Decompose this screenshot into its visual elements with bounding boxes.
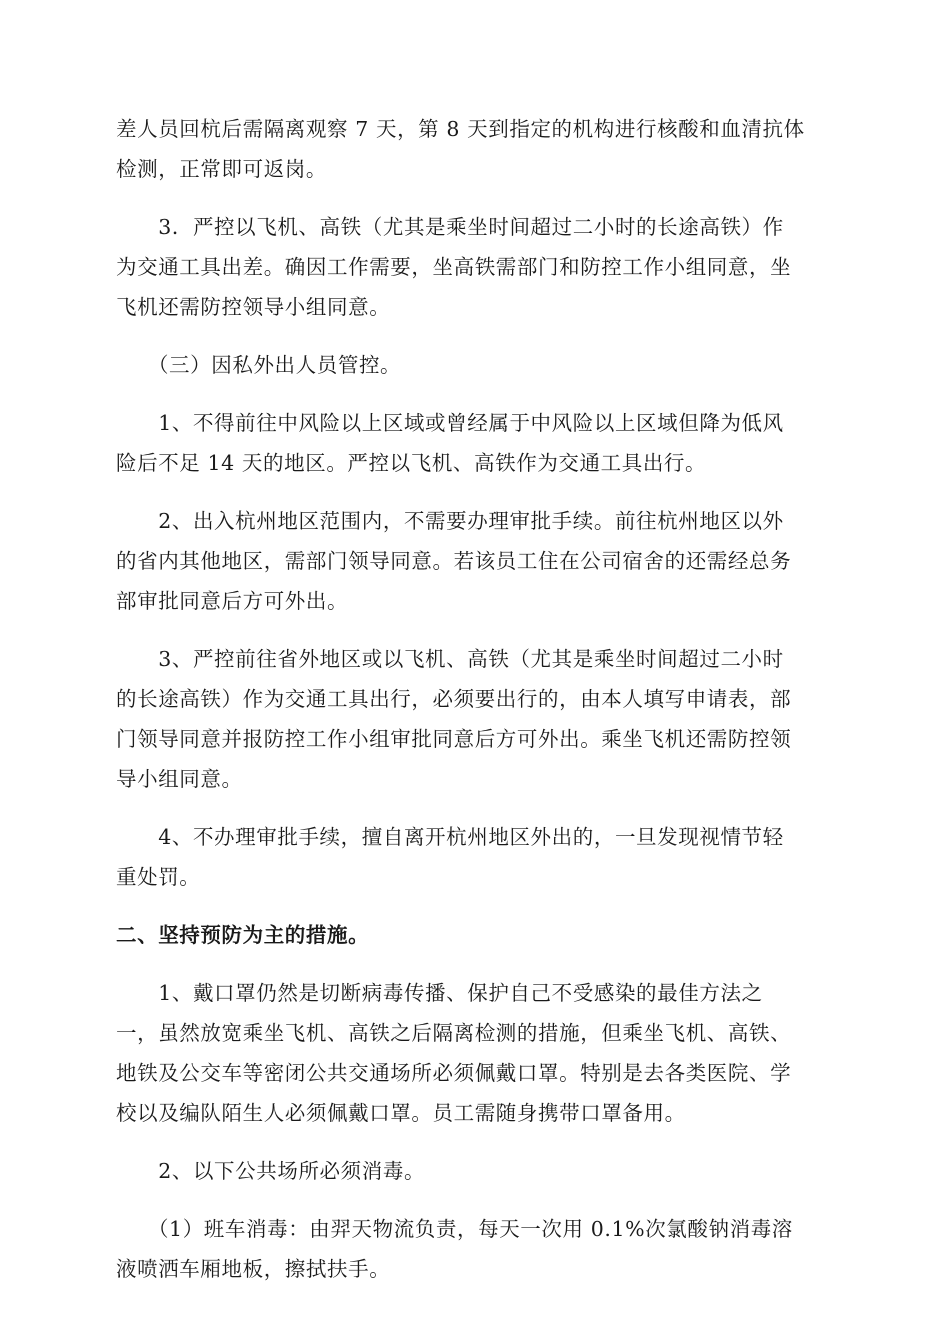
paragraph-private-item-2 [116, 501, 836, 621]
text-line: 差人员回杭后需隔离观察 7 天，第 8 天到指定的机构进行核酸和血清抗体 [116, 117, 805, 141]
text-line: 3、严控前往省外地区或以飞机、高铁（尤其是乘坐时间超过二小时 [116, 647, 784, 671]
text-line: 液喷洒车厢地板，擦拭扶手。 [116, 1257, 391, 1281]
text-line: 为交通工具出差。确因工作需要，坐高铁需部门和防控工作小组同意，坐 [116, 255, 792, 279]
paragraph-prevention-item-1 [116, 973, 836, 1133]
document-page [116, 109, 836, 1289]
text-line: 3．严控以飞机、高铁（尤其是乘坐时间超过二小时的长途高铁）作 [116, 215, 784, 239]
paragraph-bus-disinfection [116, 1209, 836, 1289]
text-line: 一，虽然放宽乘坐飞机、高铁之后隔离检测的措施，但乘坐飞机、高铁、 [116, 1021, 792, 1045]
text-line: 的省内其他地区，需部门领导同意。若该员工住在公司宿舍的还需经总务 [116, 549, 792, 573]
text-line: 险后不足 14 天的地区。严控以飞机、高铁作为交通工具出行。 [116, 451, 707, 475]
text-line: （三）因私外出人员管控。 [116, 353, 402, 377]
paragraph-return-quarantine [116, 109, 836, 189]
text-line: 检测，正常即可返岗。 [116, 157, 327, 181]
text-line: 重处罚。 [116, 865, 201, 889]
text-line: 门领导同意并报防控工作小组审批同意后方可外出。乘坐飞机还需防控领 [116, 727, 792, 751]
text-line: 地铁及公交车等密闭公共交通场所必须佩戴口罩。特别是去各类医院、学 [116, 1061, 792, 1085]
text-line: 导小组同意。 [116, 767, 243, 791]
text-line: （1）班车消毒：由羿天物流负责，每天一次用 0.1%次氯酸钠消毒溶 [116, 1217, 793, 1241]
text-line: 部审批同意后方可外出。 [116, 589, 349, 613]
section-heading-private-travel [116, 345, 836, 385]
text-line: 1、戴口罩仍然是切断病毒传播、保护自己不受感染的最佳方法之 [116, 981, 763, 1005]
text-line: 2、以下公共场所必须消毒。 [116, 1159, 426, 1183]
paragraph-private-item-4 [116, 817, 836, 897]
paragraph-business-travel-control [116, 207, 836, 327]
text-line: 4、不办理审批手续，擅自离开杭州地区外出的，一旦发现视情节轻 [116, 825, 784, 849]
text-line: 校以及编队陌生人必须佩戴口罩。员工需随身携带口罩备用。 [116, 1101, 686, 1125]
paragraph-private-item-3 [116, 639, 836, 799]
text-line: 1、不得前往中风险以上区域或曾经属于中风险以上区域但降为低风 [116, 411, 784, 435]
paragraph-private-item-1 [116, 403, 836, 483]
text-line: 2、出入杭州地区范围内，不需要办理审批手续。前往杭州地区以外 [116, 509, 784, 533]
text-line: 二、坚持预防为主的措施。 [116, 923, 370, 947]
paragraph-prevention-item-2 [116, 1151, 836, 1191]
text-line: 的长途高铁）作为交通工具出行，必须要出行的，由本人填写申请表，部 [116, 687, 792, 711]
text-line: 飞机还需防控领导小组同意。 [116, 295, 391, 319]
section-heading-prevention [116, 915, 836, 955]
